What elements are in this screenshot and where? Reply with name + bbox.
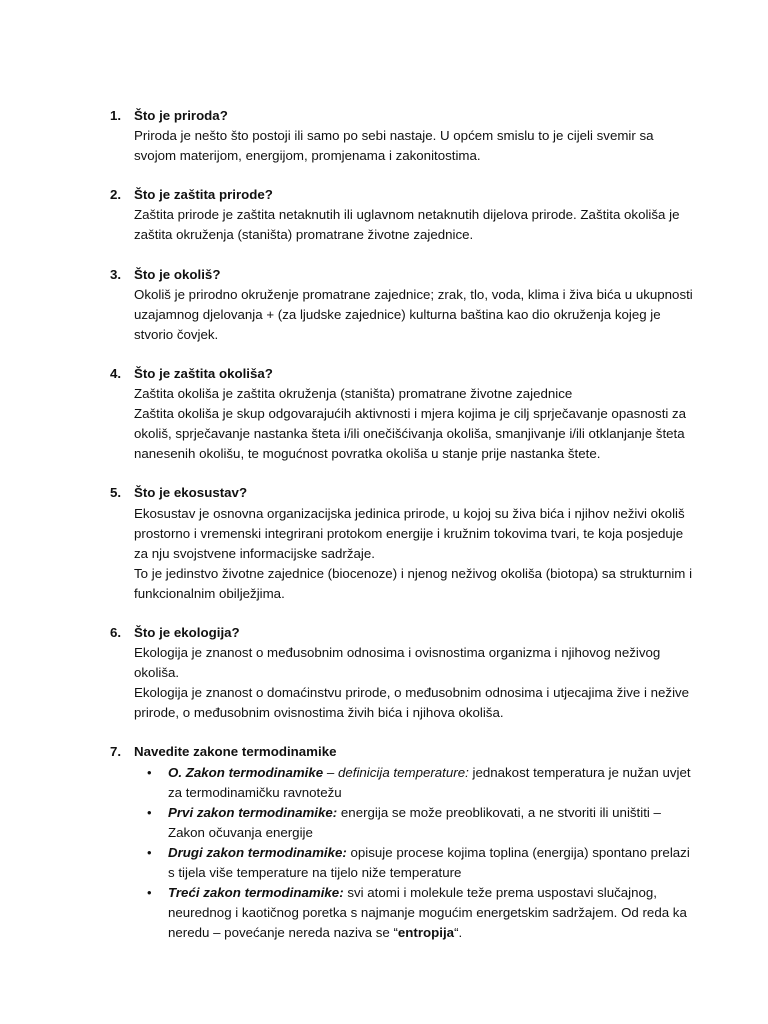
question-number: 5. [110, 485, 122, 501]
question-title: Što je priroda? [134, 108, 228, 123]
question-body [134, 185, 694, 245]
law-text: svi atomi i molekule teže prema uspostavi slučajnog, neurednog i kaotičnog poretka s najmanje mogućim energetskim sadržajem. Od reda ka neredu – povećanje nereda naziva se “ [168, 885, 687, 941]
list-item [134, 803, 694, 843]
law-text: opisuje procese kojima toplina (energija) spontano prelazi s tijela više temperature na tijelo niže temperature [168, 844, 690, 880]
question-body [134, 106, 694, 166]
answer-paragraph: Zaštita prirode je zaštita netaknutih ili uglavnom netaknutih dijelova prirode. Zaštita okoliša je zaštita okruženja (staništa) promatrane životne zajednice. [134, 207, 680, 243]
question-number: 7. [110, 744, 122, 760]
law-subtitle: definicija temperature: [337, 764, 469, 780]
question-number: 2. [110, 187, 122, 203]
law-name: Prvi zakon termodinamike: [168, 804, 338, 820]
question-number: 1. [110, 108, 122, 123]
question-1 [110, 106, 708, 166]
law-emphasis: entropija [397, 925, 455, 941]
question-title: Što je zaštita prirode? [134, 187, 273, 203]
thermodynamics-laws-list [134, 763, 694, 944]
question-title: Što je ekosustav? [134, 485, 248, 501]
law-text: energija se može preoblikovati, a ne stvoriti ili uništiti – Zakon očuvanja energije [168, 804, 661, 840]
answer-paragraph: Ekologija je znanost o međusobnim odnosima i ovisnostima organizma i njihovog neživog okoliša. [134, 645, 661, 681]
question-number: 6. [110, 624, 122, 640]
bullet-icon: • [147, 764, 152, 780]
bullet-icon: • [147, 804, 152, 820]
list-item [134, 763, 694, 803]
list-item [134, 843, 694, 883]
law-name: Drugi zakon termodinamike: [168, 844, 347, 860]
list-item [134, 883, 694, 943]
law-text: jednakost temperatura je nužan uvjet za termodinamičku ravnotežu [168, 764, 691, 800]
answer-paragraph: Zaštita okoliša je skup odgovarajućih aktivnosti i mjera kojima je cilj sprječavanje opasnosti za okoliš, sprječavanje nastanka šteta i/ili onečišćivanja okoliša, smanjivanje i/ili otklanjanje šteta nanesenih okolišu, te mogućnost povratka okoliša u stanje prije nastanka štete. [134, 406, 687, 462]
question-body [134, 364, 694, 464]
question-body [134, 265, 694, 345]
law-name: O. Zakon termodinamike [168, 764, 324, 780]
question-title: Što je okoliš? [134, 266, 221, 282]
question-title: Navedite zakone termodinamike [134, 744, 337, 760]
bullet-icon: • [147, 885, 152, 901]
law-name: Treći zakon termodinamike: [168, 885, 344, 901]
answer-paragraph: Ekologija je znanost o domaćinstvu prirode, o međusobnim odnosima i utjecajima žive i nežive prirode, o međusobnim ovisnostima živih bića i njihova okoliša. [134, 685, 690, 721]
bullet-icon: • [147, 844, 152, 860]
question-body [134, 742, 694, 943]
answer-paragraph: Okoliš je prirodno okruženje promatrane zajednice; zrak, tlo, voda, klima i živa bića u ukupnosti uzajamnog djelovanja + (za ljudske zajednice) kulturna baština kao dio okruženja kojeg je stvorio čovjek. [134, 286, 693, 342]
question-number: 3. [110, 266, 122, 282]
question-body [134, 483, 694, 604]
question-7 [110, 742, 708, 943]
question-number: 4. [110, 365, 122, 381]
question-6 [110, 623, 708, 723]
law-end: “. [454, 925, 463, 941]
question-5 [110, 483, 708, 604]
question-3 [110, 265, 708, 345]
question-2 [110, 185, 708, 245]
question-title: Što je ekologija? [134, 624, 240, 640]
answer-paragraph: Zaštita okoliša je zaštita okruženja (staništa) promatrane životne zajednice [134, 386, 573, 402]
answer-paragraph: Priroda je nešto što postoji ili samo po sebi nastaje. U općem smislu to je cijeli svemir sa svojom materijom, energijom, promjenama i zakonitostima. [134, 128, 654, 164]
question-title: Što je zaštita okoliša? [134, 365, 273, 381]
answer-paragraph: Ekosustav je osnovna organizacijska jedinica prirode, u kojoj su živa bića i njihov neživi okoliš prostorno i vremenski integrirani protokom energije i kružnim tokovima tvari, te koja posjeduje za nju svojstvene informacijske sadržaje. [134, 505, 685, 561]
law-dash: – [323, 764, 338, 780]
question-body [134, 623, 694, 723]
question-4 [110, 364, 708, 464]
answer-paragraph: To je jedinstvo životne zajednice (biocenoze) i njenog neživog okoliša (biotopa) sa strukturnim i funkcionalnim obilježjima. [134, 565, 693, 601]
